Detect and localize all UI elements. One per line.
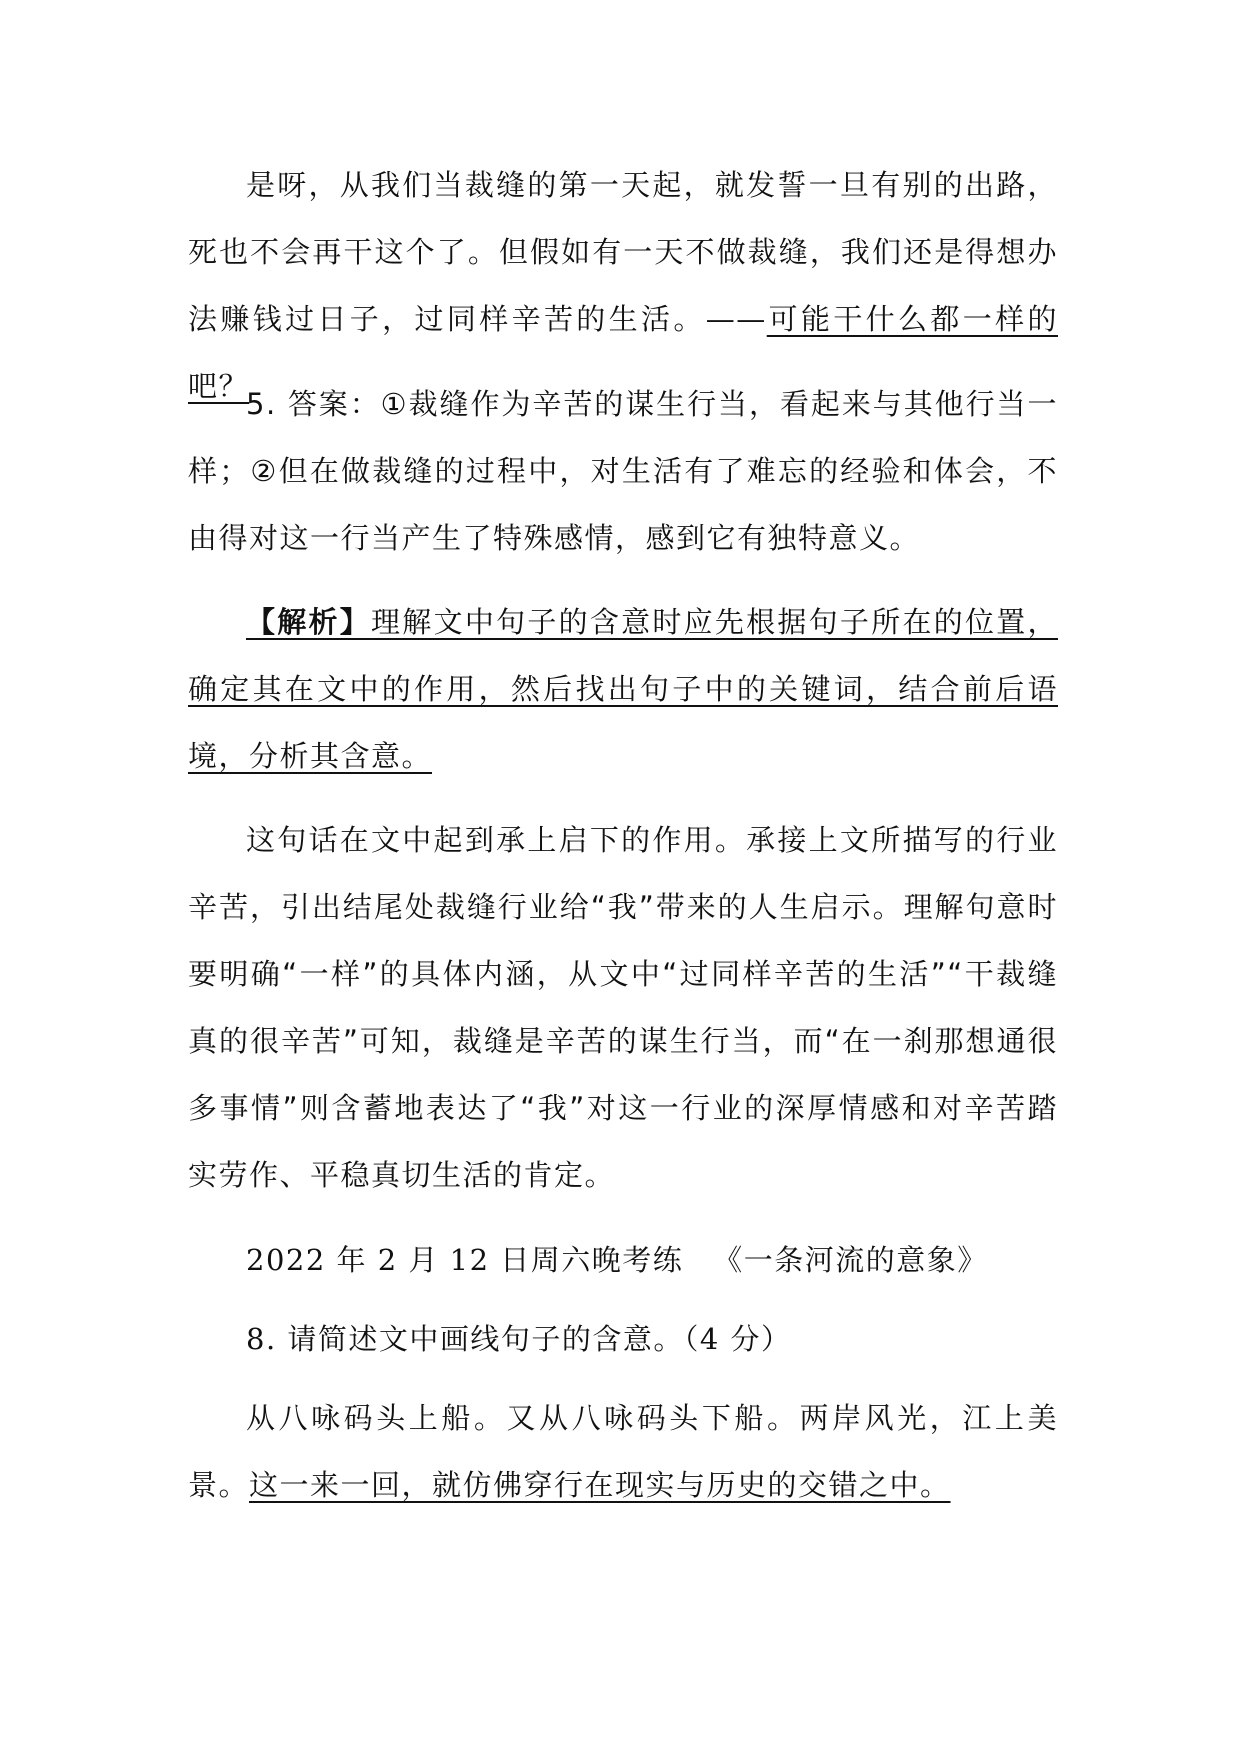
explanation-paragraph: [188, 807, 1058, 1209]
passage-paragraph-river: [188, 1385, 1058, 1519]
question-8-text: 8. 请简述文中画线句子的含意。（4 分）: [246, 1322, 792, 1356]
explanation-text: 这句话在文中起到承上启下的作用。承接上文所描写的行业辛苦，引出结尾处裁缝行业给“我”带来的人生启示。理解句意时要明确“一样”的具体内涵，从文中“过同样辛苦的生活”“干裁缝真的很辛苦”可知，裁缝是辛苦的谋生行当，而“在一刹那想通很多事情”则含蓄地表达了“我”对这一行业的深厚情感和对辛苦踏实劳作、平稳真切生活的肯定。: [188, 823, 1058, 1192]
analysis-label: 【解析】: [246, 605, 372, 639]
analysis-text: 理解文中句子的含意时应先根据句子所在的位置，确定其在文中的作用，然后找出句子中的关键词，结合前后语境，分析其含意。: [188, 605, 1058, 773]
passage-text: 是呀，从我们当裁缝的第一天起，就发誓一旦有别的出路，死也不会再干这个了。但假如有一天不做裁缝，我们还是得想办法赚钱过日子，过同样辛苦的生活。——: [188, 168, 1058, 336]
underlined-river-sentence: 这一来一回，就仿佛穿行在现实与历史的交错之中。: [249, 1468, 951, 1502]
exam-header: [188, 1227, 1058, 1294]
underlined-sentence: 可能干什么都一样的吧？: [188, 302, 1058, 403]
exam-date: 2022 年 2 月 12 日周六晚考练: [246, 1243, 684, 1277]
exam-title: 《一条河流的意象》: [713, 1243, 988, 1277]
analysis-paragraph: [188, 589, 1058, 790]
answer-5: [188, 371, 1058, 572]
passage-river-text: 从八咏码头上船。又从八咏码头下船。两岸风光，江上美景。: [188, 1401, 1058, 1502]
answer-5-text: 5. 答案：①裁缝作为辛苦的谋生行当，看起来与其他行当一样；②但在做裁缝的过程中，对生活有了难忘的经验和体会，不由得对这一行当产生了特殊感情，感到它有独特意义。: [188, 387, 1058, 555]
question-8: [188, 1306, 1058, 1373]
